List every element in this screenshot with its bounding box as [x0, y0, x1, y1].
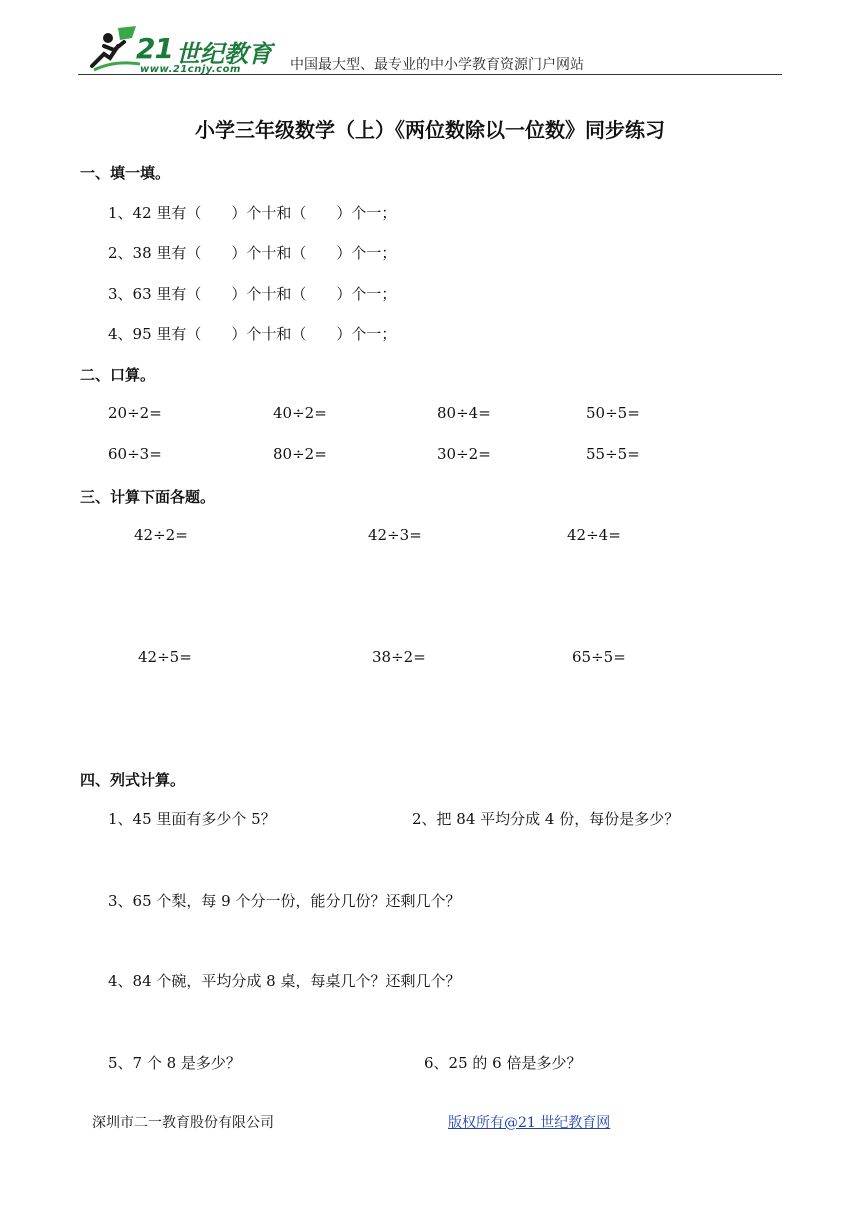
calc-item: 42÷5=	[138, 648, 192, 666]
oral-calc-item: 50÷5=	[586, 404, 640, 422]
calc-item: 42÷4=	[567, 526, 621, 544]
calc-item: 65÷5=	[572, 648, 626, 666]
word-problem: 5、7 个 8 是多少？	[108, 1054, 241, 1072]
calc-item: 42÷2=	[134, 526, 188, 544]
word-problem: 2、把 84 平均分成 4 份，每份是多少？	[412, 810, 680, 828]
fill-item: 4、95 里有（ ）个十和（ ）个一；	[108, 325, 397, 343]
fill-item: 1、42 里有（ ）个十和（ ）个一；	[108, 204, 397, 222]
word-problem: 1、45 里面有多少个 5？	[108, 810, 276, 828]
oral-calc-item: 80÷4=	[437, 404, 491, 422]
site-logo	[84, 20, 284, 76]
oral-calc-item: 60÷3=	[108, 445, 162, 463]
runner-logo-icon	[84, 24, 144, 74]
page-title: 小学三年级数学（上）《两位数除以一位数》同步练习	[195, 118, 665, 142]
word-problem: 3、65 个梨，每 9 个分一份，能分几份？还剩几个？	[108, 892, 461, 910]
footer-company: 深圳市二一教育股份有限公司	[92, 1115, 274, 1131]
oral-calc-item: 80÷2=	[273, 445, 327, 463]
calc-item: 42÷3=	[368, 526, 422, 544]
logo-url: www.21cnjy.com	[140, 64, 241, 75]
calc-item: 38÷2=	[372, 648, 426, 666]
section2-heading: 二、口算。	[80, 366, 156, 384]
oral-calc-item: 30÷2=	[437, 445, 491, 463]
word-problem: 6、25 的 6 倍是多少？	[424, 1054, 582, 1072]
fill-item: 3、63 里有（ ）个十和（ ）个一；	[108, 285, 397, 303]
oral-calc-item: 40÷2=	[273, 404, 327, 422]
oral-calc-item: 55÷5=	[586, 445, 640, 463]
section3-heading: 三、计算下面各题。	[80, 488, 216, 506]
word-problem: 4、84 个碗，平均分成 8 桌，每桌几个？还剩几个？	[108, 972, 461, 990]
fill-item: 2、38 里有（ ）个十和（ ）个一；	[108, 244, 397, 262]
logo-number: 21	[136, 32, 173, 65]
logo-text: 世纪教育	[176, 40, 272, 68]
section4-heading: 四、列式计算。	[80, 771, 186, 789]
oral-calc-item: 20÷2=	[108, 404, 162, 422]
footer-copyright-link[interactable]: 版权所有@21 世纪教育网	[448, 1115, 611, 1131]
header-divider	[78, 74, 782, 75]
section1-heading: 一、填一填。	[80, 164, 171, 182]
header-tagline: 中国最大型、最专业的中小学教育资源门户网站	[290, 57, 584, 73]
